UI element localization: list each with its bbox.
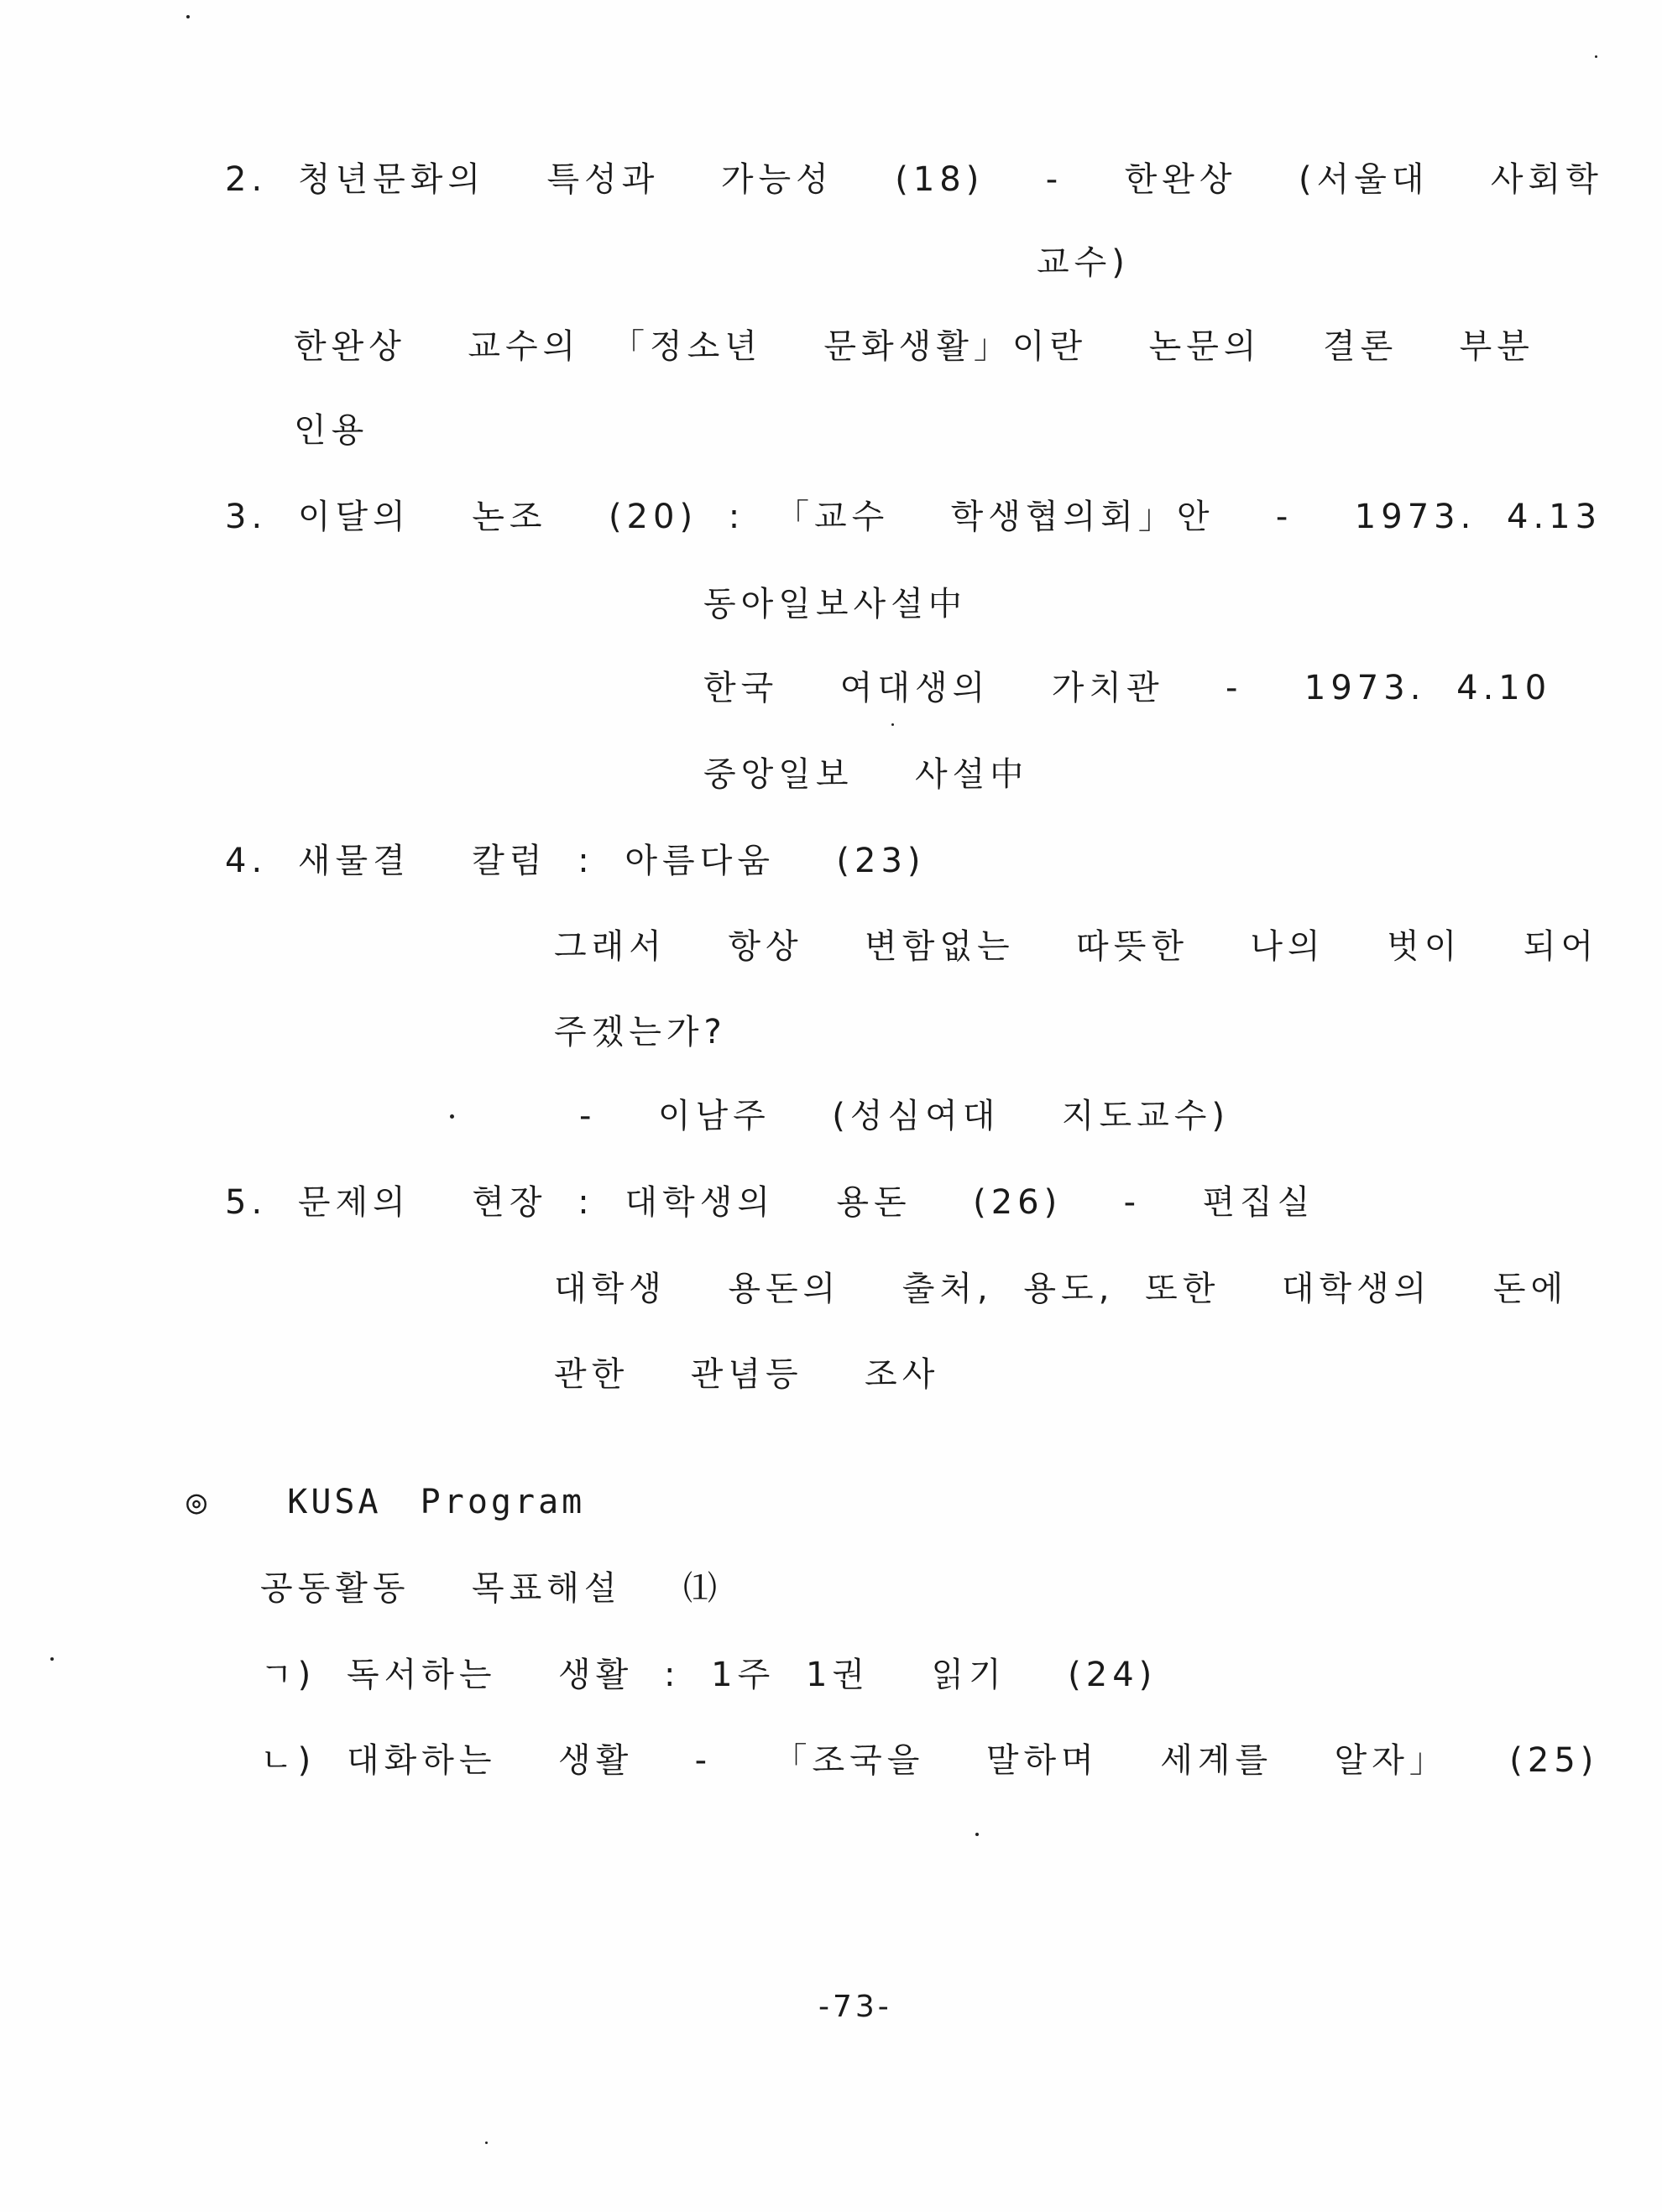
item-2-description: 한완상 교수의 「정소년 문화생활」이란 논문의 결론 부분 bbox=[294, 327, 1534, 366]
item-5-title: 5. 문제의 현장 : 대학생의 용돈 (26) - 편집실 bbox=[225, 1183, 1315, 1222]
item-5-description: 대학생 용돈의 출처, 용도, 또한 대학생의 돈에 bbox=[554, 1270, 1569, 1308]
scan-speck bbox=[450, 1114, 454, 1119]
scan-speck bbox=[975, 1833, 979, 1836]
kusa-program-heading: ◎ KUSA Program bbox=[186, 1483, 586, 1521]
item-4-title: 4. 새물결 칼럼 : 아름다움 (23) bbox=[225, 842, 926, 880]
item-2-title-continued: 교수) bbox=[1037, 243, 1130, 282]
activity-reading: ㄱ) 독서하는 생활 : 1주 1권 읽기 (24) bbox=[260, 1656, 1158, 1694]
item-2-title: 2. 청년문화의 특성과 가능성 (18) - 한완상 (서울대 사회학 bbox=[225, 160, 1603, 199]
scan-speck bbox=[485, 2142, 488, 2144]
item-4-author: - 이남주 (성심여대 지도교수) bbox=[579, 1097, 1230, 1135]
item-5-description-continued: 관한 관념등 조사 bbox=[554, 1355, 940, 1394]
scan-speck bbox=[186, 15, 190, 18]
scan-speck bbox=[50, 1657, 54, 1661]
item-3-source-1: 동아일보사설中 bbox=[703, 585, 967, 623]
item-3-source-2: 중앙일보 사설中 bbox=[703, 755, 1029, 794]
item-4-quote-continued: 주겠는가? bbox=[554, 1013, 727, 1051]
page-number: -73- bbox=[818, 1990, 892, 2024]
item-3-editorial-2: 한국 여대생의 가치관 - 1973. 4.10 bbox=[703, 669, 1552, 707]
item-4-quote: 그래서 항상 변함없는 따뜻한 나의 벗이 되어 bbox=[554, 927, 1599, 966]
scan-speck bbox=[891, 723, 894, 726]
item-3-title: 3. 이달의 논조 (20) : 「교수 학생협의회」안 - 1973. 4.13 bbox=[225, 498, 1602, 536]
activity-dialogue: ㄴ) 대화하는 생활 - 「조국을 말하며 세계를 알자」 (25) bbox=[260, 1741, 1599, 1780]
scan-speck bbox=[1595, 55, 1597, 58]
joint-activity-heading: 공동활동 목표해설 ⑴ bbox=[260, 1569, 722, 1608]
item-2-description-continued: 인용 bbox=[294, 411, 369, 450]
